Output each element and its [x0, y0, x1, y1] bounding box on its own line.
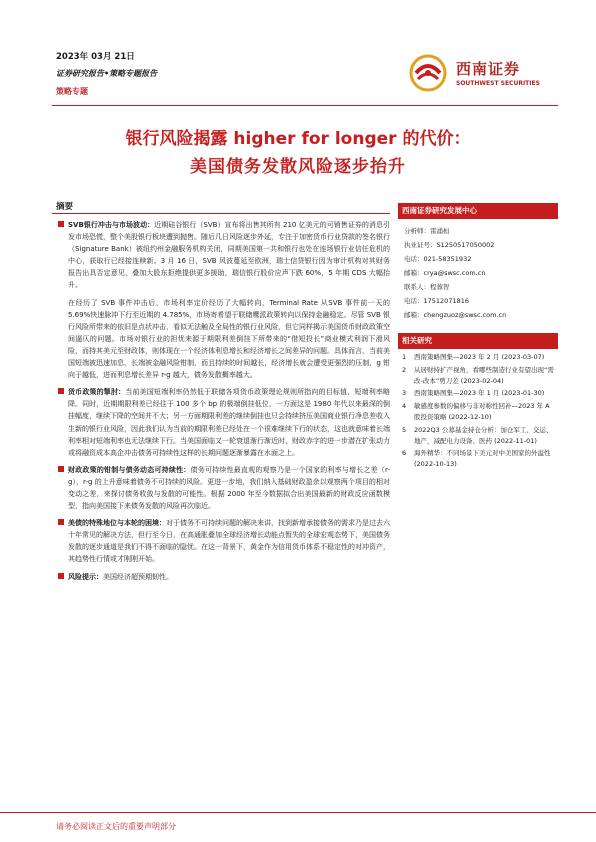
report-title-line2: 美国债务发散风险逐步抬升: [190, 157, 406, 177]
analyst-line: 电话：17512071816: [404, 297, 469, 305]
header-divider: [52, 105, 558, 106]
analyst-line: 邮箱：chengzuoz@swsc.com.cn: [404, 311, 507, 319]
footer-divider: [0, 812, 596, 813]
bullet-icon: [58, 519, 64, 525]
research-center-header: 西南证券研究发展中心: [398, 203, 558, 219]
analyst-line: 电话：021-58351932: [404, 255, 472, 263]
analyst-line: 执业证号：S1250517050002: [404, 241, 495, 249]
paragraph-lead: 美债的特殊地位与本轮的困境：: [68, 519, 166, 528]
report-type: 证券研究报告•策略专题报告: [56, 69, 158, 78]
abstract-divider: [52, 213, 390, 214]
bullet-icon: [58, 388, 64, 394]
abstract-paragraph: [58, 386, 390, 459]
abstract-body: [58, 219, 390, 588]
report-subcategory: 策略专题: [56, 87, 88, 96]
related-item[interactable]: 2 从居财持扩产视角，看哪些制造行业有望出现“需改-改本”剪刀差 (2023-02-04): [402, 365, 554, 385]
analyst-line: 联系人：程蓉智: [404, 283, 450, 291]
company-logo: [406, 48, 556, 98]
logo-text-cn: 西南证券: [456, 60, 521, 78]
report-title-line1: 银行风险揭露 higher for longer 的代价：: [125, 129, 471, 149]
paragraph-text: 债务可持续性最直观的观察乃是一个国家的利率与增长之差（r-g），r-g 的上升意味着债务不可持续的风险。更进一步地，我们纳入基础财政盈余以观察两个项目的相对变动之差，来探讨债务收敛与发散的可能性。根据 2000 年至今数据拟合出美国最新的财政反应函数模型，指向美国接下来债务发散的风险再次临近。: [68, 465, 390, 511]
paragraph-text: 美国经济超预期韧性。: [103, 572, 173, 581]
paragraph-lead: 财政政策的钳制与债务动态可持续性：: [68, 465, 191, 474]
paragraph-lead: 货币政策的掣肘：: [68, 388, 126, 397]
abstract-paragraph: [58, 571, 390, 583]
related-item[interactable]: 6 海外精华：不同场景下美元对中美国家的外溢性 (2022-10-13): [402, 449, 551, 469]
report-date: 2023年 03月 21日: [56, 52, 135, 62]
related-research-list: [402, 352, 558, 472]
related-research-header: 相关研究: [398, 333, 558, 349]
bullet-icon: [58, 573, 64, 579]
analyst-line: 邮箱：crya@swsc.com.cn: [404, 269, 486, 277]
analyst-info: [404, 224, 554, 322]
bullet-icon: [58, 221, 64, 227]
analyst-line: 分析师：雷涌桓: [404, 227, 450, 235]
related-item[interactable]: 4 敏感度参数的偏移与非对称性回补—2023 年 A 股投资策略 (2022-12-10): [402, 402, 550, 421]
footer-disclaimer: 请务必阅读正文后的重要声明部分: [56, 822, 176, 831]
related-item[interactable]: 5 2022Q3 公募基金持仓分析：加仓军工、交运、地产，减配电力设备、医药 (2022-11-01): [402, 425, 553, 445]
paragraph-text: 对于债务不可持续问题的解决来讲，找到新增承接债务的需求乃是过去六十年常见的解决方法，但行至今日，在高通胀叠加全球经济增长动能点暂失的全球宏观态势下，美国债务发散的逐步通道是我们不得不面临的隐忧。在这一背景下，黄金作为信用货币体系不稳定性的对冲资产，其趋势性行情或才刚刚开始。: [68, 519, 390, 564]
paragraph-text: 在经历了 SVB 事件冲击后，市场利率定价经历了大幅转向，Terminal Rate 从SVB 事件前一天的 5.69%快速脉冲下行至近期的 4.785%，市场寄希望于联储鹰派政策转向以保持金融稳定。尽管 SVB 银行风险所带来的依旧是点状冲击，看似无法触及全局性的银行业风险，但它同样揭示美国货币财政政策空间逼仄的问题。市场对银行业的担忧来源于期限利差倒挂下所带来的“借短投长”商业模式利润下滑风险，而持其美元至财政体，则体现在一个经济体利息增长和经济增长之间差异的问题。具体而言，当前美国短端被迅速加息，长端被金融风险钳制，而且持续的时间越长，经济增长就会遭受更强烈的压制，g 钳向于越低，进而利息增长差异 r-g 越大，债务发散概率越大。: [68, 298, 390, 380]
paragraph-lead: SVB银行冲击与市场波动：: [68, 221, 155, 229]
related-item[interactable]: 1 西南策略图集—2023 年 2 月 (2023-03-07): [402, 353, 545, 361]
abstract-heading: 摘要: [56, 202, 74, 212]
logo-text-en: SOUTHWEST SECURITIES: [456, 80, 540, 87]
paragraph-text: 当前美国短端利率仍然低于联储各项货币政策理论规则所指向的目标值，短端利率略降。同时，近期期限利差已经往于 100 多个 bp 的极端倒挂低位，一方面这是 1980 年代以来最深的倒挂幅度，继续下降的空间并不大；另一方面期限利差的继续倒挂也只会持续挤压美国商业银行净息差收入生新的银行业风险，因此我们认为当前的期限利差已经处在一个很难继续下行的状态，这也就意味着长端利率相对短端利率也无法继续下行。当美国面临又一轮衰退渐行渐近时，财政赤字的进一步潜在扩张动力或将融资成本高企冲击债务可持续性这样的长期问题逐渐暴露在水面之上。: [68, 388, 391, 457]
abstract-paragraph: [58, 297, 390, 382]
paragraph-lead: 风险提示：: [68, 572, 103, 581]
abstract-paragraph: [58, 464, 390, 512]
abstract-paragraph: [58, 517, 390, 565]
bullet-icon: [58, 466, 64, 472]
related-item[interactable]: 3 西南策略图集—2023 年 1 月 (2023-01-30): [402, 389, 545, 398]
paragraph-text: 近期硅谷银行（SVB）宣布将出售其所有 210 亿美元的可销售证券的消息引发市场恐慌，整个美股银行板块遭到抛售。随后几日风险逐步外延，专注于加密货币行业贷款的签名银行（Signature Bank）被纽约州金融服务机构关闭，同期美国第一共和银行也处在连场银行业信任危机的中心，获取行已经接连赎新。3 月 16 日，SVB 风波蔓延至欧洲，瑞士信贷银行因为审计机构对其财务报告出具否定意见，叠加大股东拒绝提供更多援助，瑞信银行股价应声下跌 60%，5 年期 CDS 大幅抬升。: [68, 221, 390, 290]
logo-mark-icon: [408, 53, 448, 93]
abstract-paragraph: [58, 219, 390, 292]
